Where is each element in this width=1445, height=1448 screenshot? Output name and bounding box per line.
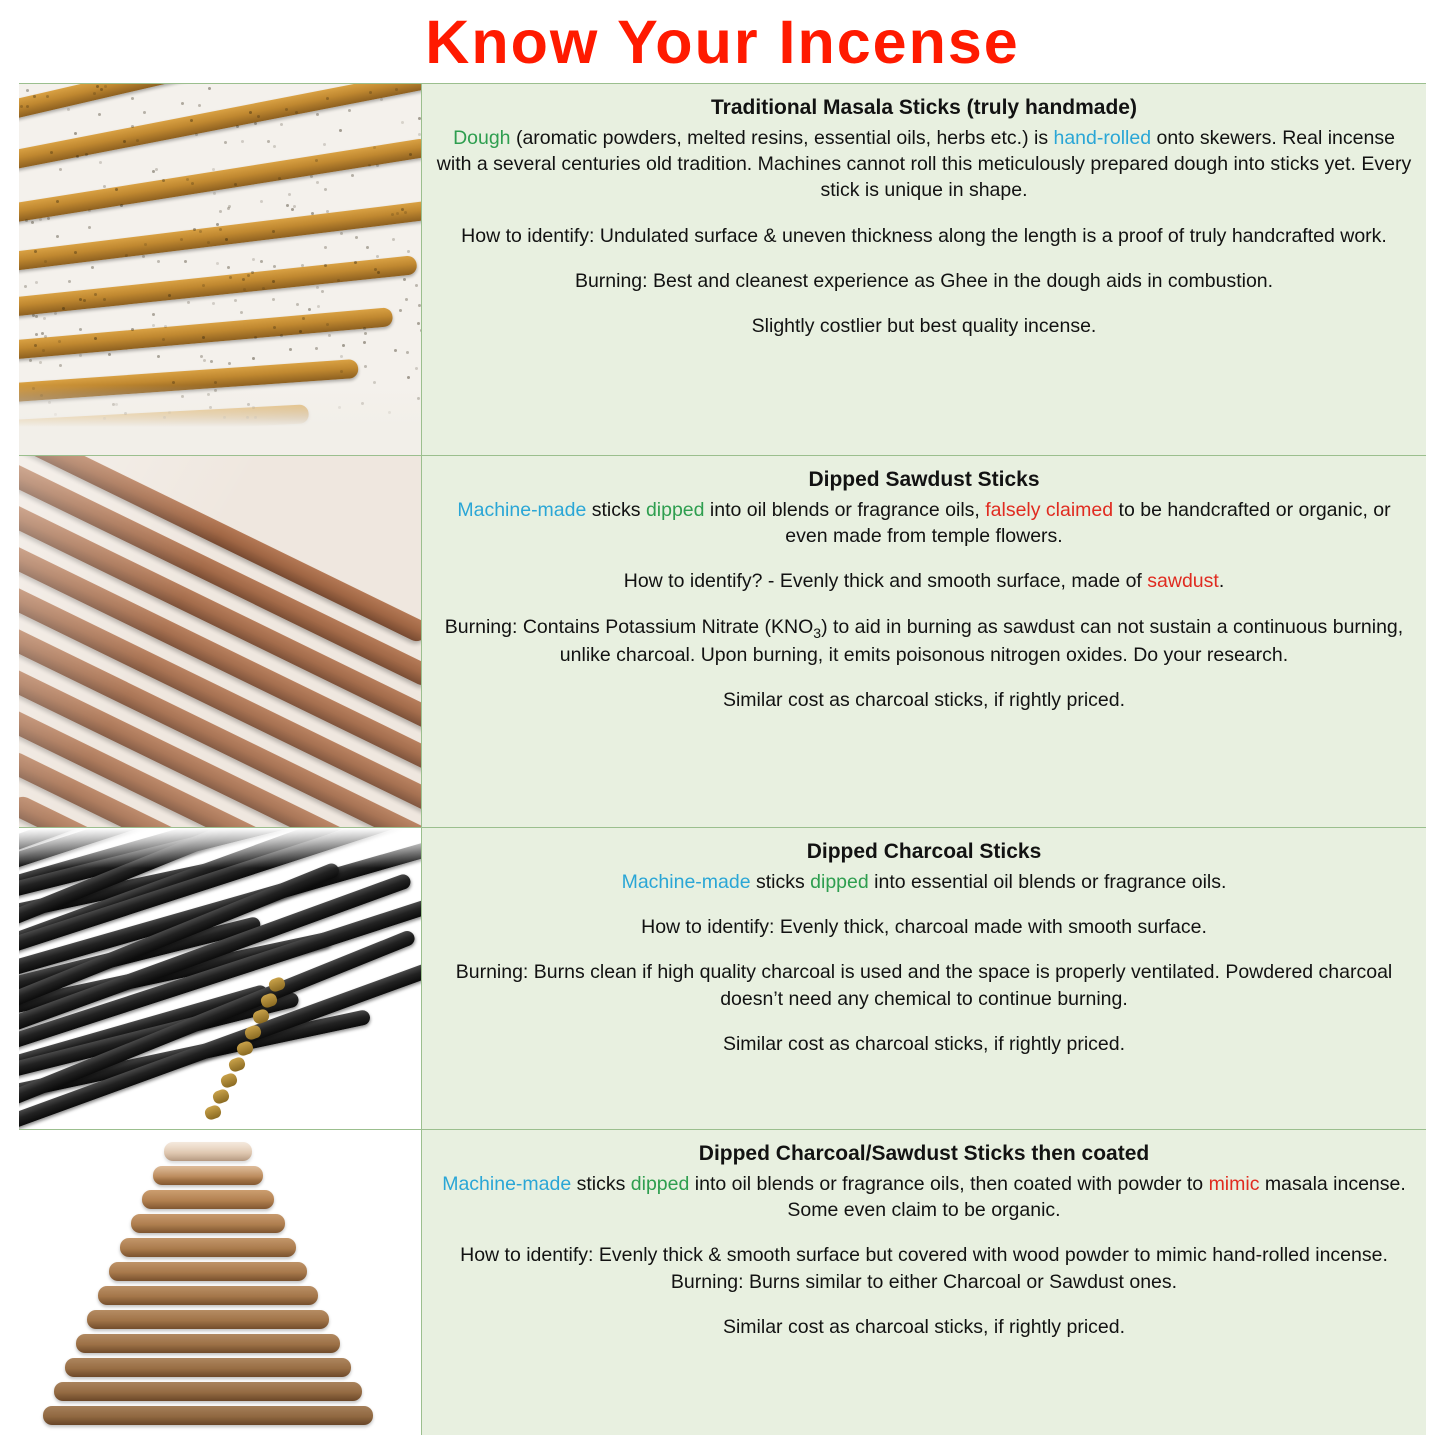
section-burning: [436, 614, 1412, 669]
intro-text-2: onto skewers. Real incense with a several centuries old tradition. Machines cannot roll this meticulously prepared dough into sticks yet. Every stick is unique in shape.: [436, 127, 1412, 202]
charcoal-sticks-text: [421, 828, 1426, 1129]
section-cost: Similar cost as charcoal sticks, if rightly priced.: [722, 689, 1126, 712]
spacer: [436, 940, 1412, 959]
section-heading: Dipped Sawdust Sticks: [808, 468, 1040, 491]
section-traditional-masala-sticks: [19, 84, 1426, 456]
identify-keyword-sawdust: sawdust: [1147, 570, 1219, 593]
section-cost: Similar cost as charcoal sticks, if rightly priced.: [722, 1315, 1126, 1338]
intro-keyword-machine-made: Machine-made: [621, 871, 751, 894]
intro-keyword-dipped: dipped: [630, 1173, 690, 1196]
section-intro: [436, 1171, 1412, 1223]
spacer: [436, 895, 1412, 914]
intro-keyword-mimic: mimic: [1208, 1173, 1260, 1196]
spacer: [436, 1295, 1412, 1314]
section-dipped-charcoal-sticks: [19, 828, 1426, 1130]
spacer: [436, 204, 1412, 223]
intro-text-1: sticks: [586, 499, 646, 522]
identify-text-1: How to identify? - Evenly thick and smooth surface, made of: [623, 570, 1148, 593]
burning-text-2: ) to aid in burning as sawdust can not sustain a continuous burning, unlike charcoal. Upon burning, it emits poisonous nitrogen oxides. Do your research.: [559, 615, 1404, 667]
section-burning: Burning: Burns similar to either Charcoal or Sawdust ones.: [670, 1270, 1178, 1293]
section-heading: Dipped Charcoal/Sawdust Sticks then coated: [698, 1142, 1150, 1165]
intro-text-3: masala incense. Some even claim to be organic.: [787, 1173, 1406, 1222]
section-identify: How to identify: Undulated surface & uneven thickness along the length is a proof of truly handcrafted work.: [461, 224, 1387, 247]
burning-subscript: 3: [813, 624, 822, 641]
sections-grid: [19, 83, 1426, 1435]
intro-keyword-dipped: dipped: [645, 499, 705, 522]
intro-keyword-machine-made: Machine-made: [457, 499, 587, 522]
intro-keyword-falsely-claimed: falsely claimed: [985, 499, 1114, 522]
intro-keyword-dipped: dipped: [810, 871, 869, 894]
section-intro: [436, 125, 1412, 203]
coated-sticks-photo: [19, 1130, 421, 1435]
section-heading: Dipped Charcoal Sticks: [806, 840, 1042, 863]
masala-sticks-text: [421, 84, 1426, 455]
intro-keyword-handrolled: hand-rolled: [1053, 127, 1152, 150]
spacer: [436, 668, 1412, 687]
intro-text-1: (aromatic powders, melted resins, essential oils, herbs etc.) is: [510, 127, 1054, 150]
section-intro: [436, 497, 1412, 549]
intro-text-2: into oil blends or fragrance oils,: [704, 499, 986, 522]
section-identify: How to identify: Evenly thick & smooth surface but covered with wood powder to mimic hand-rolled incense.: [460, 1244, 1388, 1267]
intro-keyword-dough: Dough: [453, 127, 511, 150]
section-cost: Slightly costlier but best quality incense.: [751, 314, 1097, 337]
spacer: [436, 595, 1412, 614]
intro-keyword-machine-made: Machine-made: [442, 1173, 572, 1196]
section-intro: [436, 869, 1412, 895]
section-identify: [436, 568, 1412, 594]
spacer: [436, 1012, 1412, 1031]
masala-sticks-photo: [19, 84, 421, 455]
spacer: [436, 1223, 1412, 1242]
spacer: [436, 549, 1412, 568]
spacer: [436, 249, 1412, 268]
intro-text-3: to be handcrafted or organic, or even made from temple flowers.: [785, 499, 1391, 548]
section-cost: Similar cost as charcoal sticks, if rightly priced.: [722, 1032, 1126, 1055]
section-dipped-sawdust-sticks: [19, 456, 1426, 828]
section-burning: Burning: Burns clean if high quality charcoal is used and the space is properly ventilated. Powdered charcoal doesn’t need any chemical to continue burning.: [455, 961, 1393, 1010]
sawdust-sticks-text: [421, 456, 1426, 827]
section-identify: How to identify: Evenly thick, charcoal made with smooth surface.: [641, 916, 1207, 939]
intro-text-1: sticks: [750, 871, 811, 894]
intro-text-2: into oil blends or fragrance oils, then coated with powder to: [689, 1173, 1209, 1196]
section-heading: Traditional Masala Sticks (truly handmade): [711, 96, 1137, 119]
charcoal-sticks-photo: [19, 828, 421, 1129]
coated-sticks-text: [421, 1130, 1426, 1435]
intro-text-2: into essential oil blends or fragrance oils.: [868, 871, 1227, 894]
intro-text-1: sticks: [571, 1173, 631, 1196]
burning-text-1: Burning: Contains Potassium Nitrate (KNO: [444, 615, 814, 638]
section-dipped-coated-sticks: [19, 1130, 1426, 1435]
section-burning: Burning: Best and cleanest experience as Ghee in the dough aids in combustion.: [574, 269, 1274, 292]
identify-text-2: .: [1218, 570, 1225, 593]
page-title: Know Your Incense: [425, 8, 1020, 76]
spacer: [436, 294, 1412, 313]
sawdust-sticks-photo: [19, 456, 421, 827]
